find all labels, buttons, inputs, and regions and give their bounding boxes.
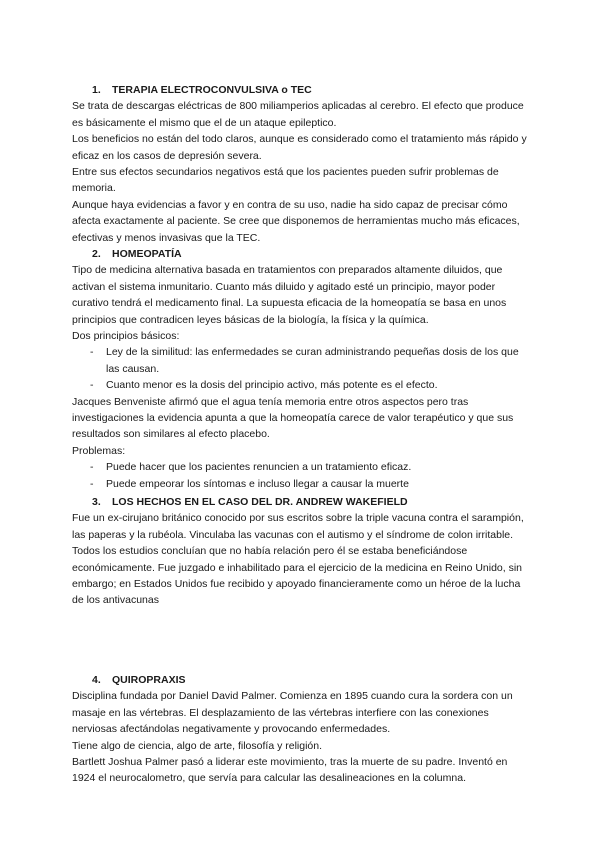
dash-bullet: - xyxy=(90,477,94,490)
section-quiropraxis xyxy=(72,672,532,787)
list-item xyxy=(72,459,532,475)
principles-list xyxy=(72,344,532,393)
section-heading xyxy=(92,246,532,262)
paragraph: Dos principios básicos: xyxy=(72,330,180,343)
list-item xyxy=(72,476,532,492)
paragraph: Disciplina fundada por Daniel David Palmer. Comienza en 1895 cuando cura la sordera con un masaje en las vértebras. El desplazamiento de las vértebras interfiere con las conexiones nerviosas afectándolas negativamente y provocando enfermedades. xyxy=(72,690,513,736)
list-item xyxy=(72,377,532,393)
section-title: TERAPIA ELECTROCONVULSIVA o TEC xyxy=(112,84,312,96)
list-item-text: Puede hacer que los pacientes renuncien a un tratamiento eficaz. xyxy=(106,461,412,474)
list-item-text: Cuanto menor es la dosis del principio activo, más potente es el efecto. xyxy=(106,379,438,392)
paragraph: Se trata de descargas eléctricas de 800 miliamperios aplicadas al cerebro. El efecto que produce es básicamente el mismo que el de un ataque epileptico. xyxy=(72,100,524,129)
paragraph: Todos los estudios concluían que no había relación pero él se estaba beneficiándose económicamente. Fue juzgado e inhabilitado para el ejercicio de la medicina en Reino Unido, sin embargo; en Estados Unidos fue recibido y apoyado financieramente como un héroe de la lucha de los antivacunas xyxy=(72,545,523,607)
list-item-text: Ley de la similitud: las enfermedades se curan administrando pequeñas dosis de los que las causan. xyxy=(106,346,519,375)
list-item xyxy=(72,344,532,377)
section-heading xyxy=(92,494,532,510)
section-title: LOS HECHOS EN EL CASO DEL DR. ANDREW WAKEFIELD xyxy=(112,496,408,508)
problems-list xyxy=(72,459,532,492)
dash-bullet: - xyxy=(90,461,94,474)
paragraph: Aunque haya evidencias a favor y en contra de su uso, nadie ha sido capaz de precisar cómo afecta exactamente al paciente. Se cree que disponemos de herramientas mucho más eficaces, efectivas y menos invasivas que la TEC. xyxy=(72,198,520,244)
paragraph: Entre sus efectos secundarios negativos está que los pacientes pueden sufrir problemas de memoria. xyxy=(72,166,499,195)
list-item-text: Puede empeorar los síntomas e incluso llegar a causar la muerte xyxy=(106,477,409,490)
paragraph: Tiene algo de ciencia, algo de arte, filosofía y religión. xyxy=(72,739,323,752)
section-number: 1. xyxy=(92,84,101,96)
dash-bullet: - xyxy=(90,346,94,359)
paragraph: Los beneficios no están del todo claros, aunque es considerado como el tratamiento más rápido y eficaz en los casos de depresión severa. xyxy=(72,133,527,162)
section-homeopatia xyxy=(72,246,532,492)
section-wakefield xyxy=(72,494,532,609)
section-heading xyxy=(92,672,532,688)
section-title: QUIROPRAXIS xyxy=(112,674,186,686)
section-tec xyxy=(72,82,532,246)
paragraph: Fue un ex-cirujano británico conocido por sus escritos sobre la triple vacuna contra el sarampión, las paperas y la rubéola. Vinculaba las vacunas con el autismo y el síndrome de colon irritable. xyxy=(72,512,524,541)
section-heading xyxy=(92,82,532,98)
section-title: HOMEOPATÍA xyxy=(112,248,182,260)
section-number: 3. xyxy=(92,496,101,508)
section-number: 2. xyxy=(92,248,101,260)
dash-bullet: - xyxy=(90,379,94,392)
paragraph: Bartlett Joshua Palmer pasó a liderar este movimiento, tras la muerte de su padre. Inventó en 1924 el neurocalometro, que servía para calcular las desalineaciones en la columna. xyxy=(72,756,508,785)
section-number: 4. xyxy=(92,674,101,686)
paragraph: Tipo de medicina alternativa basada en tratamientos con preparados altamente diluidos, que activan el sistema inmunitario. Cuanto más diluido y agitado esté un principio, mayor poder curativo tendrá el medicamento final. La supuesta eficacia de la homeopatía se basa en unos principios que contradicen leyes básicas de la biología, la física y la química. xyxy=(72,264,507,326)
paragraph: Jacques Benveniste afirmó que el agua tenía memoria entre otros aspectos pero tras investigaciones la evidencia apunta a que la homeopatía carece de valor terapéutico y que sus resultados son similares al efecto placebo. xyxy=(72,395,514,441)
paragraph: Problemas: xyxy=(72,444,126,457)
